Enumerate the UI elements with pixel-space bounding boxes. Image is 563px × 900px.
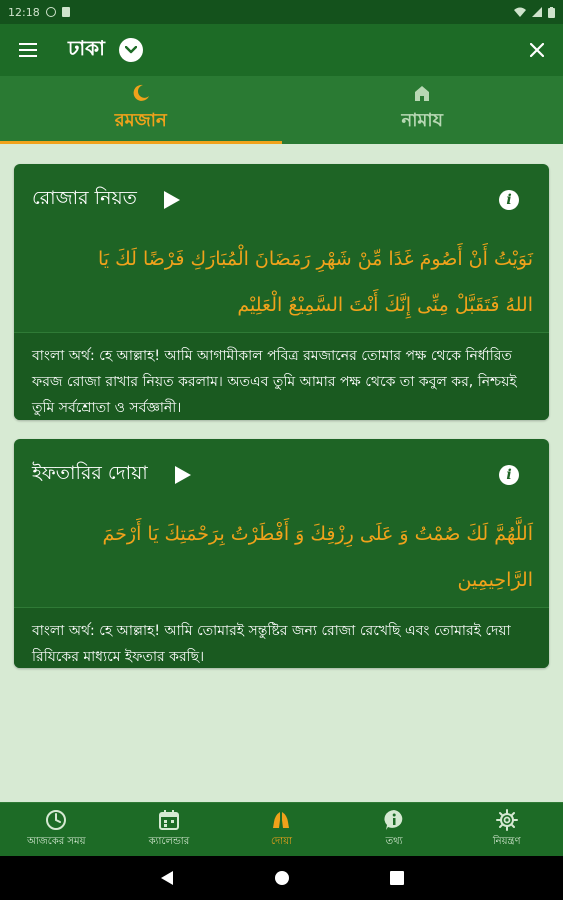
location-title: ঢাকা (68, 35, 105, 60)
nav-item-label: দোয়া (270, 835, 292, 847)
gear-icon (496, 809, 518, 831)
dua-arabic-text (14, 511, 549, 607)
nav-item-label: তথ্য (385, 835, 403, 847)
menu-button[interactable] (0, 24, 56, 76)
play-audio-button[interactable] (163, 190, 181, 210)
home-circle-icon (274, 870, 290, 886)
signal-status-icon (532, 7, 542, 17)
app-bar (0, 24, 563, 76)
status-time: 12:18 (8, 5, 40, 19)
location-dropdown-button[interactable] (119, 38, 143, 62)
nav-item-label: ক্যালেন্ডার (148, 835, 190, 847)
info-icon (383, 809, 405, 831)
back-triangle-icon (160, 870, 174, 886)
clock-icon (45, 809, 67, 831)
battery-status-icon (548, 7, 555, 18)
play-icon (163, 190, 181, 210)
status-bar (0, 0, 563, 24)
close-icon (530, 43, 544, 57)
dua-arabic-line: الرَّاحِيمِين (457, 569, 533, 591)
nav-item-label: নিয়ন্ত্রণ (492, 835, 521, 847)
play-audio-button[interactable] (174, 465, 192, 485)
dua-meaning-text: বাংলা অর্থ: হে আল্লাহ! আমি আগামীকাল পবিত্র রমজানের তোমার পক্ষ থেকে নির্ধারিত ফরজ রোজা রাখার নিয়ত করলাম। অতএব তুমি আমার পক্ষ থেকে তা কবুল কর, নিশ্চয়ই তুমি সর্বশ্রোতা ও সর্বজ্ঞানী। (14, 332, 549, 420)
nav-item-settings[interactable] (450, 803, 563, 856)
nav-item-calendar[interactable] (113, 803, 226, 856)
bottom-navigation (0, 802, 563, 856)
mosque-icon (413, 84, 431, 102)
moon-icon (132, 84, 150, 102)
dua-card-header (14, 164, 549, 236)
dua-card-iftar (14, 439, 549, 668)
play-icon (174, 465, 192, 485)
nav-item-today-time[interactable] (0, 803, 113, 856)
system-navigation-bar (0, 856, 563, 900)
dua-card-title: ইফতারির দোয়া (32, 462, 148, 484)
tab-bar (0, 76, 563, 144)
dua-arabic-text (14, 236, 549, 332)
dua-arabic-line: نَوَيْتُ أَنْ أَصُومَ غَدًا مِّنْ شَهْرِ رَمَضَانَ الْمُبَارَكِ فَرْضًا لَكَ يَا (97, 248, 533, 270)
tab-ramadan[interactable] (0, 76, 282, 144)
nav-item-dua[interactable] (225, 803, 338, 856)
close-button[interactable] (511, 24, 563, 76)
praying-hands-icon (270, 809, 292, 831)
recents-square-icon (390, 871, 404, 885)
system-home-button[interactable] (274, 870, 290, 886)
wifi-status-icon (514, 7, 526, 17)
dua-arabic-line: اَللَّهُمَّ لَكَ صُمْتُ وَ عَلَى رِزْقِكَ وَ أَفْطَرْتُ بِرَحْمَتِكَ يَا أَرْحَمَ (102, 523, 533, 545)
dua-list (0, 144, 563, 802)
tab-namaz-label: নামায (401, 109, 444, 131)
nav-item-info[interactable] (338, 803, 451, 856)
system-recents-button[interactable] (390, 871, 404, 885)
dua-card-title: রোজার নিয়ত (32, 187, 137, 209)
chevron-down-icon (125, 46, 137, 54)
dua-arabic-line: اللهُ فَتَقَبَّلْ مِنِّى إِنَّكَ أَنْتَ السَّمِيْعُ الْعَلِيْم (237, 294, 533, 316)
tab-namaz[interactable] (282, 76, 563, 144)
nav-item-label: আজকের সময় (27, 835, 86, 847)
info-icon[interactable]: i (499, 465, 519, 485)
system-back-button[interactable] (160, 870, 174, 886)
dua-card-header (14, 439, 549, 511)
dua-meaning-text: বাংলা অর্থ: হে আল্লাহ! আমি তোমারই সন্তুষ্টির জন্য রোজা রেখেছি এবং তোমারই দেয়া রিযিকের মাধ্যমে ইফতার করছি। (14, 607, 549, 668)
info-icon[interactable]: i (499, 190, 519, 210)
tab-ramadan-label: রমজান (114, 109, 167, 131)
calendar-icon (158, 809, 180, 831)
dua-card-roza-niyat (14, 164, 549, 420)
hamburger-menu-icon (19, 43, 37, 57)
sync-status-icon (46, 7, 56, 17)
sd-card-status-icon (62, 7, 70, 17)
